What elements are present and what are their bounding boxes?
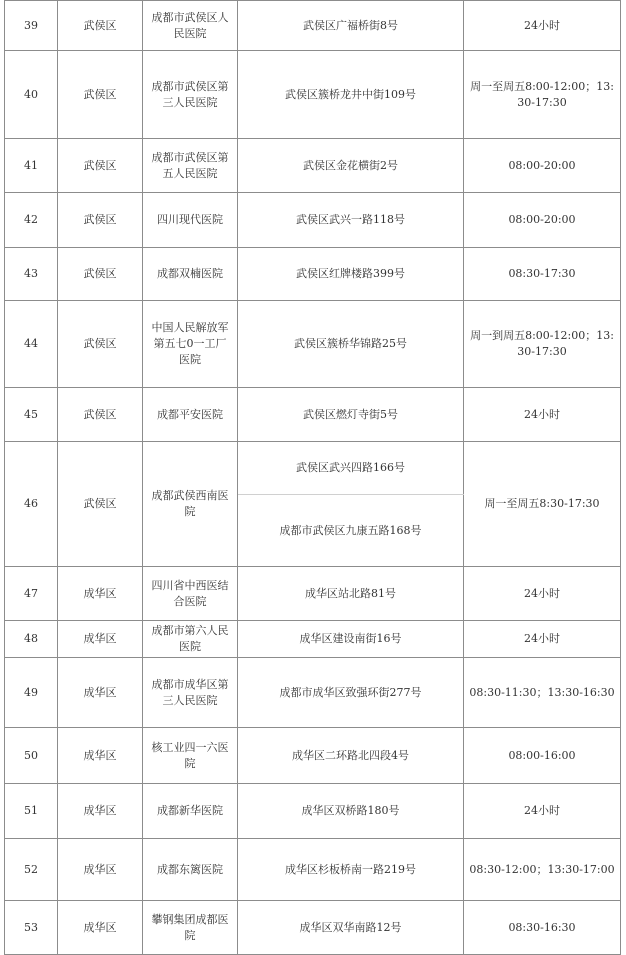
hours-cell: 08:30-11:30；13:30-16:30 (464, 658, 621, 728)
district-cell: 武侯区 (58, 248, 143, 301)
row-number: 51 (5, 784, 58, 839)
row-number: 46 (5, 442, 58, 567)
row-number: 50 (5, 728, 58, 784)
address-cell: 武侯区燃灯寺街5号 (238, 388, 464, 442)
district-cell: 成华区 (58, 658, 143, 728)
address-cell: 武侯区金花横街2号 (238, 139, 464, 193)
address-cell: 成华区杉板桥南一路219号 (238, 839, 464, 901)
hospital-name-cell: 成都市武侯区人民医院 (143, 1, 238, 51)
row-number: 40 (5, 51, 58, 139)
address-cell-secondary: 成都市武侯区九康五路168号 (238, 495, 464, 567)
hospital-name-cell: 核工业四一六医院 (143, 728, 238, 784)
table-row (5, 784, 621, 839)
address-cell: 武侯区广福桥街8号 (238, 1, 464, 51)
district-cell: 武侯区 (58, 301, 143, 388)
row-number: 39 (5, 1, 58, 51)
hours-cell: 24小时 (464, 388, 621, 442)
table-row (5, 248, 621, 301)
row-number: 44 (5, 301, 58, 388)
district-cell: 武侯区 (58, 51, 143, 139)
row-number: 49 (5, 658, 58, 728)
table-row (5, 442, 621, 495)
hospital-name-cell: 中国人民解放军第五七0一工厂医院 (143, 301, 238, 388)
hospital-name-cell: 成都市第六人民医院 (143, 621, 238, 658)
address-cell: 武侯区红牌楼路399号 (238, 248, 464, 301)
row-number: 52 (5, 839, 58, 901)
district-cell: 成华区 (58, 621, 143, 658)
address-cell: 成华区建设南街16号 (238, 621, 464, 658)
address-cell: 武侯区簇桥华锦路25号 (238, 301, 464, 388)
hours-cell: 周一至周五8:00-12:00；13:30-17:30 (464, 51, 621, 139)
district-cell: 成华区 (58, 901, 143, 955)
address-cell: 武侯区武兴一路118号 (238, 193, 464, 248)
district-cell: 成华区 (58, 728, 143, 784)
hospital-name-cell: 成都双楠医院 (143, 248, 238, 301)
hospital-name-cell: 成都市武侯区第三人民医院 (143, 51, 238, 139)
address-cell: 武侯区簇桥龙井中街109号 (238, 51, 464, 139)
row-number: 41 (5, 139, 58, 193)
district-cell: 武侯区 (58, 193, 143, 248)
hours-cell: 周一到周五8:00-12:00；13:30-17:30 (464, 301, 621, 388)
row-number: 53 (5, 901, 58, 955)
table-row (5, 1, 621, 51)
hours-cell: 24小时 (464, 1, 621, 51)
table-row (5, 193, 621, 248)
hospital-name-cell: 成都平安医院 (143, 388, 238, 442)
row-number: 47 (5, 567, 58, 621)
table-row (5, 658, 621, 728)
hospital-name-cell: 成都武侯西南医院 (143, 442, 238, 567)
table-row (5, 388, 621, 442)
address-cell: 成华区站北路81号 (238, 567, 464, 621)
address-cell: 成华区双桥路180号 (238, 784, 464, 839)
hospital-name-cell: 成都市武侯区第五人民医院 (143, 139, 238, 193)
table-row (5, 901, 621, 955)
table-row (5, 301, 621, 388)
hospital-name-cell: 成都东篱医院 (143, 839, 238, 901)
hours-cell: 08:30-16:30 (464, 901, 621, 955)
hours-cell: 08:00-20:00 (464, 193, 621, 248)
hours-cell: 24小时 (464, 784, 621, 839)
hospital-name-cell: 成都市成华区第三人民医院 (143, 658, 238, 728)
hospital-name-cell: 四川现代医院 (143, 193, 238, 248)
hours-cell: 08:30-12:00；13:30-17:00 (464, 839, 621, 901)
row-number: 45 (5, 388, 58, 442)
hospital-name-cell: 四川省中西医结合医院 (143, 567, 238, 621)
row-number: 43 (5, 248, 58, 301)
address-cell: 成华区二环路北四段4号 (238, 728, 464, 784)
hours-cell: 周一至周五8:30-17:30 (464, 442, 621, 567)
table-row (5, 51, 621, 139)
district-cell: 成华区 (58, 567, 143, 621)
address-cell: 成华区双华南路12号 (238, 901, 464, 955)
hours-cell: 08:00-16:00 (464, 728, 621, 784)
table-row (5, 728, 621, 784)
table-row (5, 839, 621, 901)
address-cell: 成都市成华区致强环街277号 (238, 658, 464, 728)
hospital-name-cell: 攀钢集团成都医院 (143, 901, 238, 955)
address-cell: 武侯区武兴四路166号 (238, 442, 464, 495)
hours-cell: 24小时 (464, 621, 621, 658)
hours-cell: 08:30-17:30 (464, 248, 621, 301)
table-row (5, 567, 621, 621)
hours-cell: 08:00-20:00 (464, 139, 621, 193)
row-number: 48 (5, 621, 58, 658)
district-cell: 成华区 (58, 839, 143, 901)
hours-cell: 24小时 (464, 567, 621, 621)
district-cell: 武侯区 (58, 139, 143, 193)
district-cell: 武侯区 (58, 388, 143, 442)
table-row (5, 621, 621, 658)
row-number: 42 (5, 193, 58, 248)
district-cell: 成华区 (58, 784, 143, 839)
hospital-table (4, 0, 621, 955)
hospital-name-cell: 成都新华医院 (143, 784, 238, 839)
district-cell: 武侯区 (58, 442, 143, 567)
table-row (5, 139, 621, 193)
district-cell: 武侯区 (58, 1, 143, 51)
